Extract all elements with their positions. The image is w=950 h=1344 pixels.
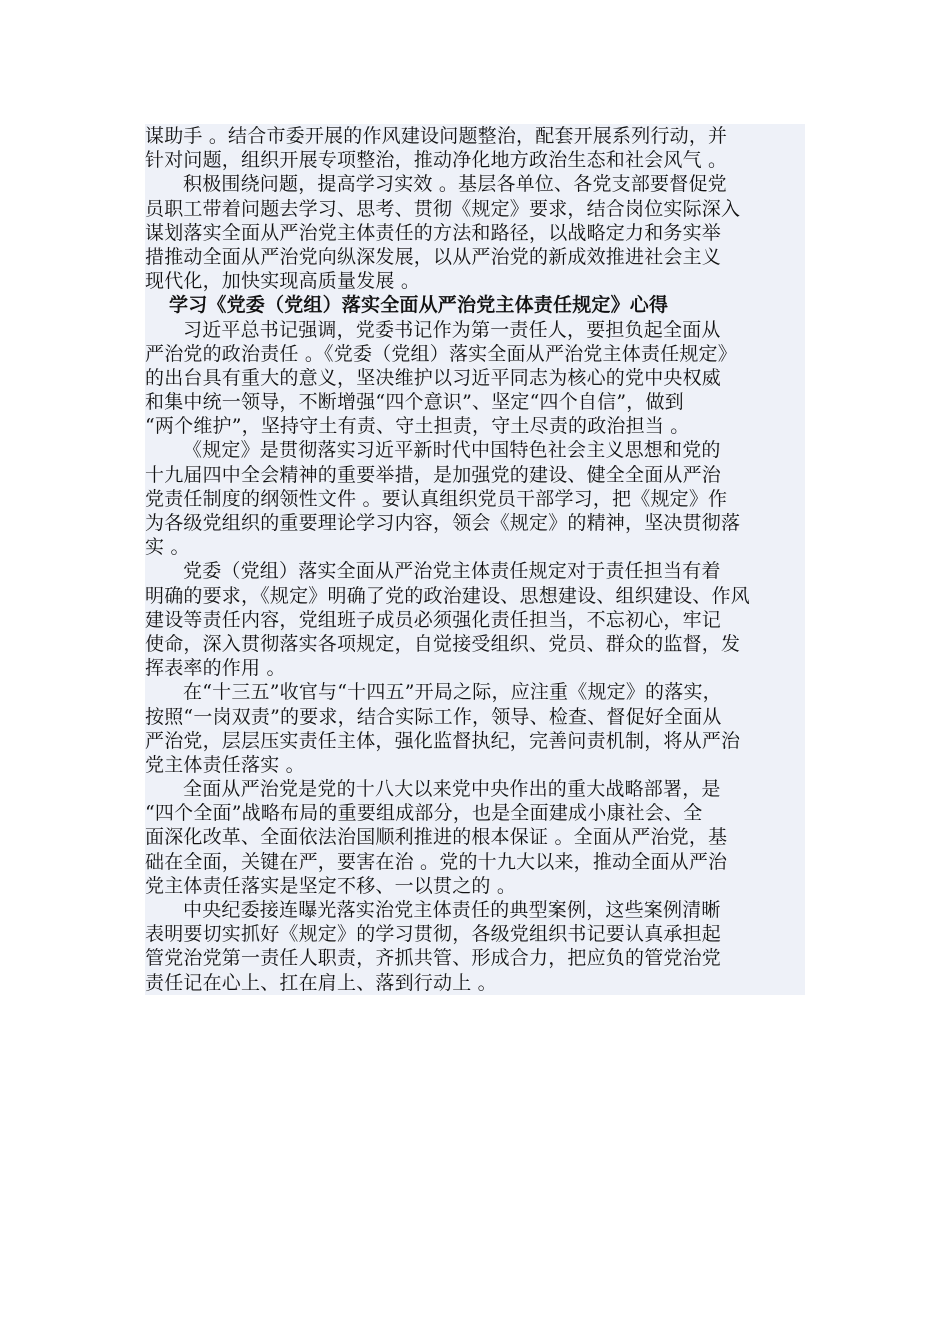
text-line: 面深化改革、全面依法治国顺利推进的根本保证 。全面从严治党，基 [145, 825, 805, 849]
text-line: 础在全面，关键在严，要害在治 。党的十九大以来，推动全面从严治 [145, 850, 805, 874]
text-line: 在“十三五”收官与“十四五”开局之际，应注重《规定》的落实， [145, 680, 805, 704]
text-line: 的出台具有重大的意义，坚决维护以习近平同志为核心的党中央权威 [145, 366, 805, 390]
text-line: 习近平总书记强调，党委书记作为第一责任人，要担负起全面从 [145, 318, 805, 342]
text-line: 员职工带着问题去学习、思考、贯彻《规定》要求，结合岗位实际深入 [145, 197, 805, 221]
text-line: 严治党的政治责任 。《党委（党组）落实全面从严治党主体责任规定》 [145, 342, 805, 366]
text-line: 管党治党第一责任人职责，齐抓共管、形成合力，把应负的管党治党 [145, 946, 805, 970]
text-line: 党主体责任落实 。 [145, 753, 805, 777]
text-line: 党委（党组）落实全面从严治党主体责任规定对于责任担当有着 [145, 559, 805, 583]
text-line: 明确的要求，《规定》明确了党的政治建设、思想建设、组织建设、作风 [145, 584, 805, 608]
text-line: 中央纪委接连曝光落实治党主体责任的典型案例，这些案例清晰 [145, 898, 805, 922]
text-line: “四个全面”战略布局的重要组成部分，也是全面建成小康社会、全 [145, 801, 805, 825]
text-line: 为各级党组织的重要理论学习内容，领会《规定》的精神，坚决贯彻落 [145, 511, 805, 535]
text-line: 全面从严治党是党的十八大以来党中央作出的重大战略部署，是 [145, 777, 805, 801]
text-line: 积极围绕问题，提高学习实效 。基层各单位、各党支部要督促党 [145, 172, 805, 196]
text-line: 和集中统一领导，不断增强“四个意识”、坚定“四个自信”，做到 [145, 390, 805, 414]
section-heading: 学习《党委（党组）落实全面从严治党主体责任规定》心得 [145, 293, 805, 317]
text-line: 谋助手 。结合市委开展的作风建设问题整治，配套开展系列行动，并 [145, 124, 805, 148]
text-line: 建设等责任内容，党组班子成员必须强化责任担当，不忘初心，牢记 [145, 608, 805, 632]
document-body [145, 124, 805, 995]
text-line: 严治党，层层压实责任主体，强化监督执纪，完善问责机制，将从严治 [145, 729, 805, 753]
text-line: 实 。 [145, 535, 805, 559]
text-line: 现代化，加快实现高质量发展 。 [145, 269, 805, 293]
text-line: 责任记在心上、扛在肩上、落到行动上 。 [145, 971, 805, 995]
text-line: 挥表率的作用 。 [145, 656, 805, 680]
text-line: 十九届四中全会精神的重要举措，是加强党的建设、健全全面从严治 [145, 463, 805, 487]
text-line: 《规定》是贯彻落实习近平新时代中国特色社会主义思想和党的 [145, 438, 805, 462]
text-line: 党主体责任落实是坚定不移、一以贯之的 。 [145, 874, 805, 898]
text-line: 使命，深入贯彻落实各项规定，自觉接受组织、党员、群众的监督，发 [145, 632, 805, 656]
text-line: 表明要切实抓好《规定》的学习贯彻，各级党组织书记要认真承担起 [145, 922, 805, 946]
text-line: 针对问题，组织开展专项整治，推动净化地方政治生态和社会风气 。 [145, 148, 805, 172]
text-line: 党责任制度的纲领性文件 。要认真组织党员干部学习，把《规定》作 [145, 487, 805, 511]
text-line: 谋划落实全面从严治党主体责任的方法和路径，以战略定力和务实举 [145, 221, 805, 245]
text-line: 按照“一岗双责”的要求，结合实际工作，领导、检查、督促好全面从 [145, 705, 805, 729]
text-line: 措推动全面从严治党向纵深发展，以从严治党的新成效推进社会主义 [145, 245, 805, 269]
text-line: “两个维护”，坚持守土有责、守土担责，守土尽责的政治担当 。 [145, 414, 805, 438]
